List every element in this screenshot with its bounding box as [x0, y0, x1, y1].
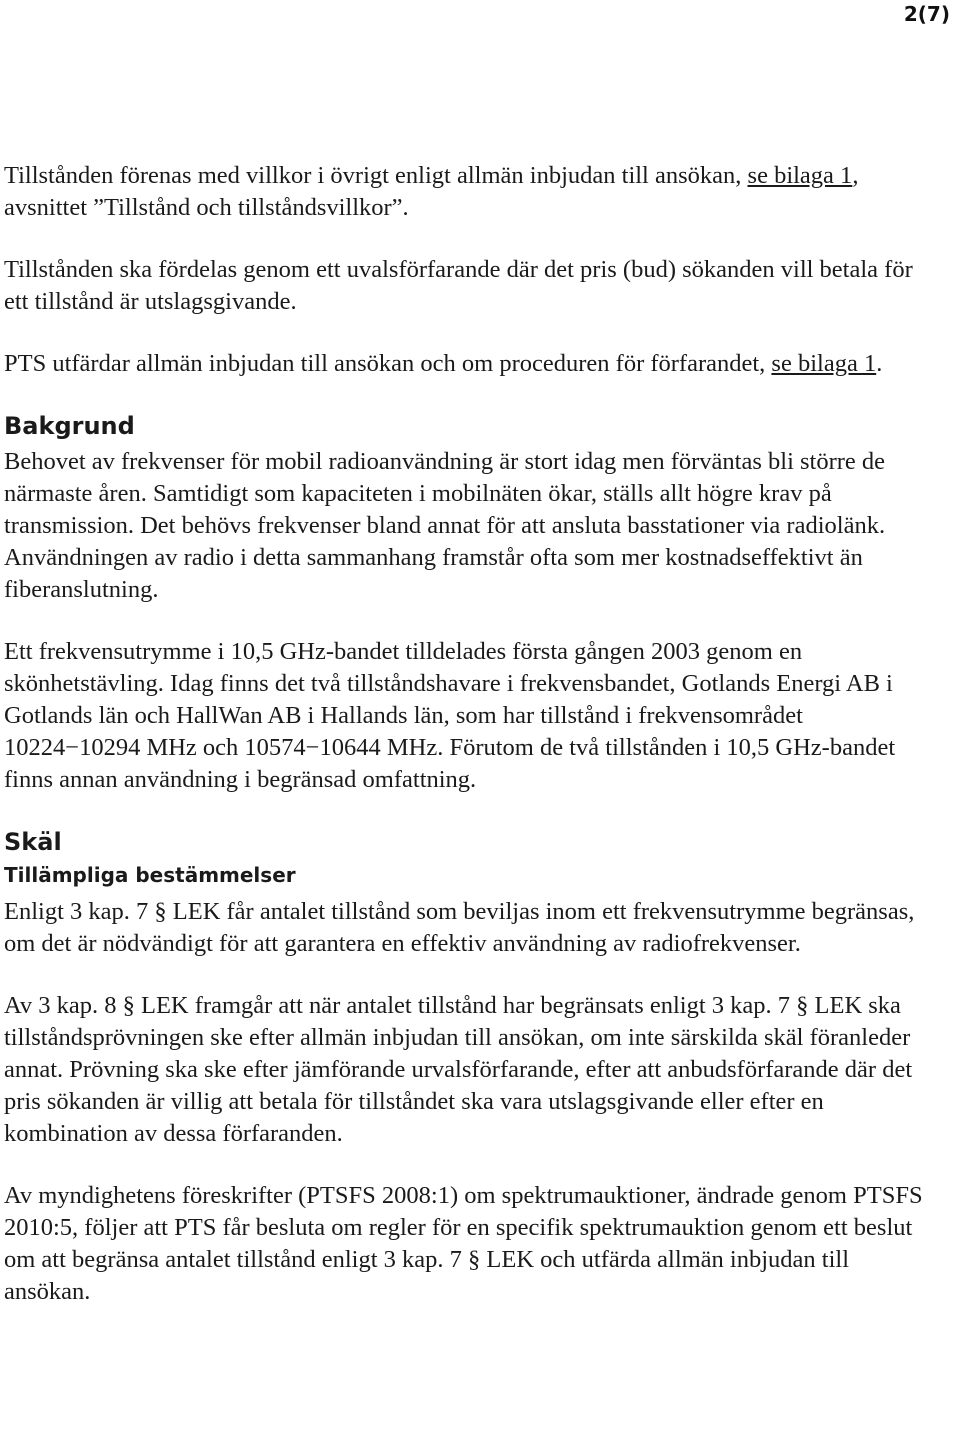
paragraph-text: Tillstånden förenas med villkor i övrigt enligt allmän inbjudan till ansökan,: [4, 162, 748, 189]
heading-bakgrund: Bakgrund: [4, 412, 135, 440]
paragraph-conditions: [4, 160, 924, 224]
page-number: 2(7): [903, 2, 950, 26]
paragraph-text: .: [876, 350, 883, 377]
paragraph-frequency-need: Behovet av frekvenser för mobil radioanvändning är stort idag men förväntas bli större de närmaste åren. Samtidigt som kapaciteten i mobilnäten ökar, ställs allt högre krav på transmission. Det behövs frekvenser bland annat för att ansluta basstationer via radiolänk. Användningen av radio i detta sammanhang framstår ofta som mer kostnadseffektivt än fiberanslutning.: [4, 448, 886, 603]
paragraph-text: PTS utfärdar allmän inbjudan till ansökan och om proceduren för förfarandet,: [4, 350, 772, 377]
document-body: [4, 160, 924, 1308]
paragraph-invitation: [4, 348, 924, 380]
paragraph-allocation: Tillstånden ska fördelas genom ett uvalsförfarande där det pris (bud) sökanden vill betala för ett tillstånd är utslagsgivande.: [4, 256, 913, 315]
paragraph-text: , avsnittet ”Tillstånd och tillståndsvillkor”.: [4, 162, 859, 221]
paragraph-ptsfs: Av myndighetens föreskrifter (PTSFS 2008:1) om spektrumauktioner, ändrade genom PTSFS 2010:5, följer att PTS får besluta om regler för en specifik spektrumauktion genom ett beslut om att begränsa antalet tillstånd enligt 3 kap. 7 § LEK och utfärda allmän inbjudan till ansökan.: [4, 1182, 923, 1305]
paragraph-lek-3-8: Av 3 kap. 8 § LEK framgår att när antalet tillstånd har begränsats enligt 3 kap. 7 § LEK ska tillståndsprövningen ske efter allmän inbjudan till ansökan, om inte särskilda skäl föranleder annat. Prövning ska ske efter jämförande urvalsförfarande, efter att anbudsförfarande där det pris sökanden är villig att betala för tillståndet ska vara utslagsgivande eller efter en kombination av dessa förfaranden.: [4, 992, 913, 1147]
paragraph-lek-3-7: Enligt 3 kap. 7 § LEK får antalet tillstånd som beviljas inom ett frekvensutrymme begränsas, om det är nödvändigt för att garantera en effektiv användning av radiofrekvenser.: [4, 898, 915, 957]
heading-skal: Skäl: [4, 828, 62, 856]
bilaga-1-link[interactable]: se bilaga 1: [747, 162, 853, 189]
subheading-tillampliga-bestammelser: Tillämpliga bestämmelser: [4, 863, 296, 887]
bilaga-1-link[interactable]: se bilaga 1: [771, 350, 877, 377]
paragraph-band-history: Ett frekvensutrymme i 10,5 GHz-bandet tilldelades första gången 2003 genom en skönhetstävling. Idag finns det två tillståndshavare i frekvensbandet, Gotlands Energi AB i Gotlands län och HallWan AB i Hallands län, som har tillstånd i frekvensområdet 10224−10294 MHz och 10574−10644 MHz. Förutom de två tillstånden i 10,5 GHz-bandet finns annan användning i begränsad omfattning.: [4, 638, 896, 793]
